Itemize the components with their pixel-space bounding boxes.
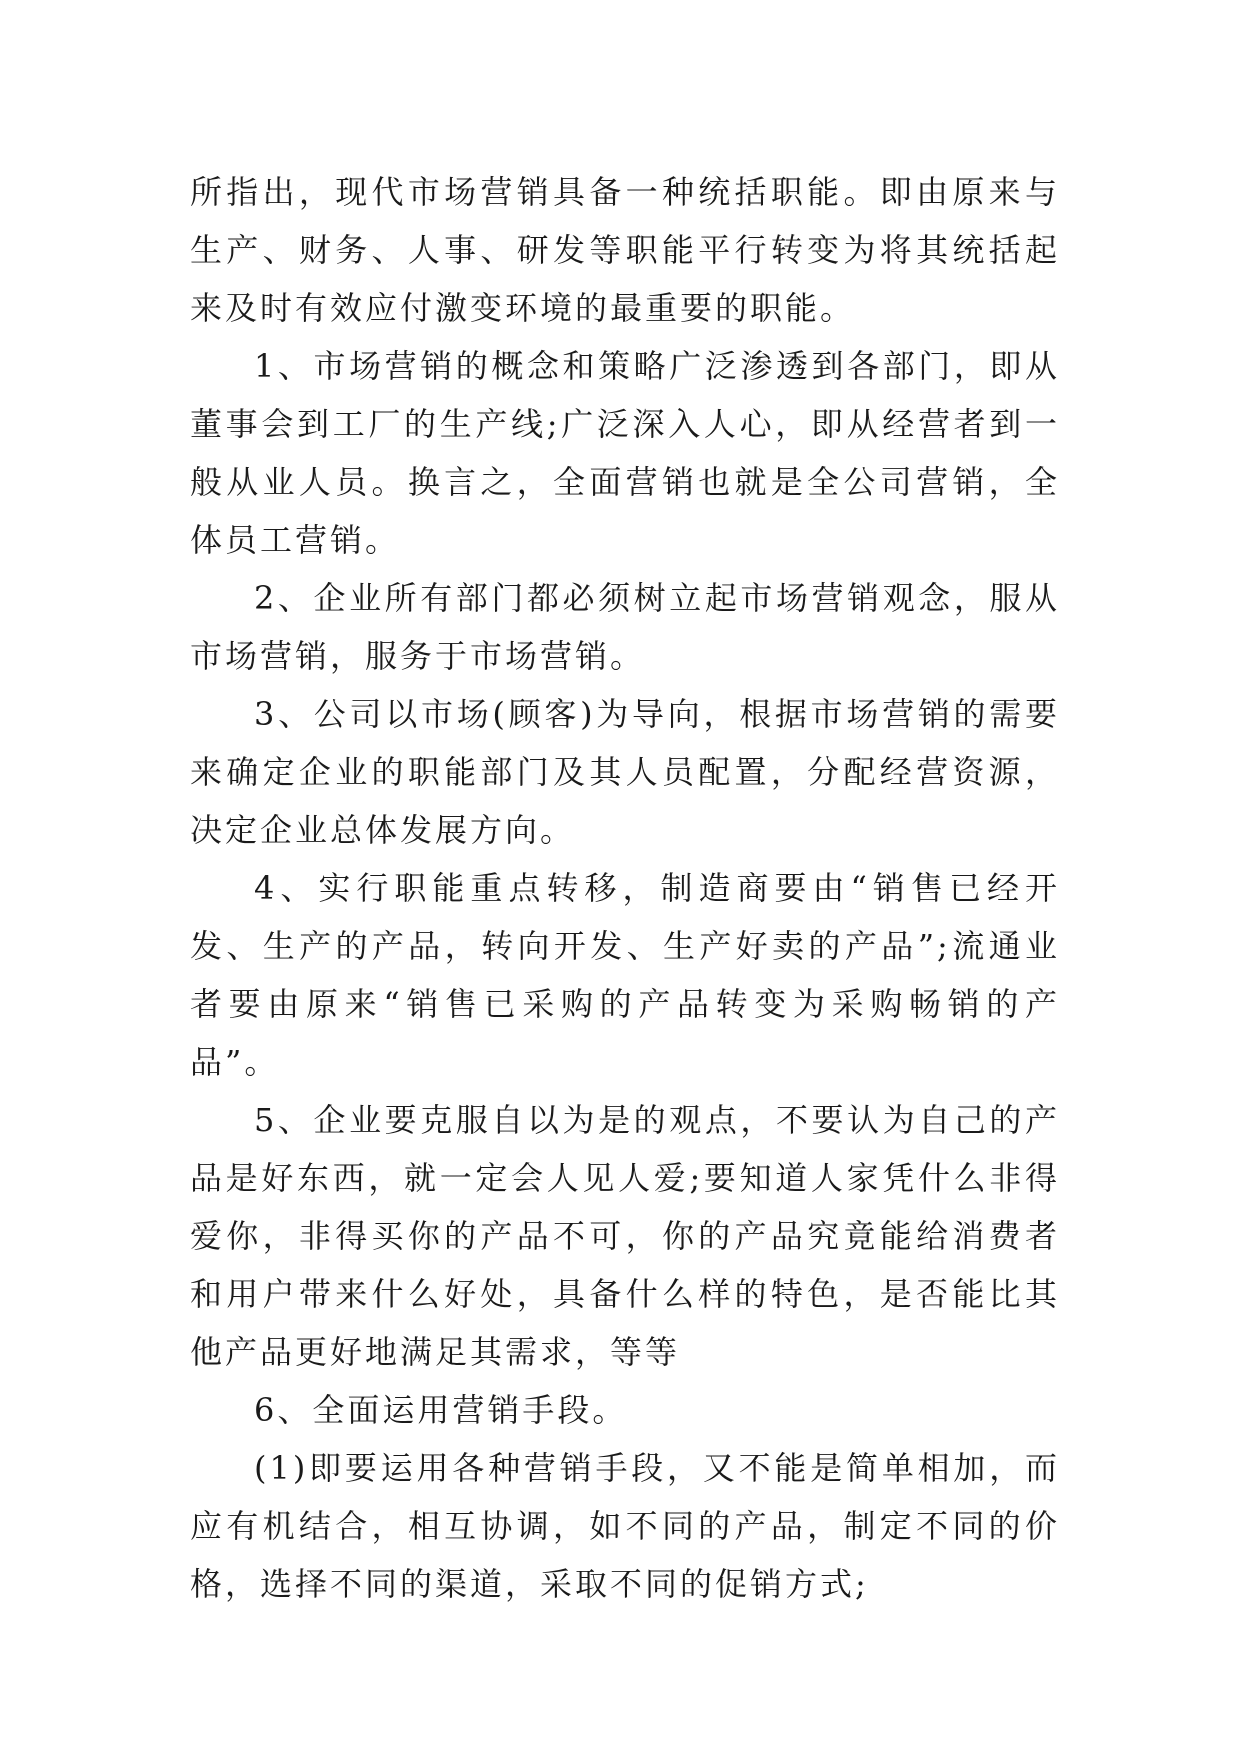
paragraph-item-3: 3、公司以市场(顾客)为导向，根据市场营销的需要来确定企业的职能部门及其人员配置，分配经营资源，决定企业总体发展方向。 <box>190 695 1060 849</box>
paragraph-item-1: 1、市场营销的概念和策略广泛渗透到各部门，即从董事会到工厂的生产线;广泛深入人心，即从经营者到一般从业人员。换言之，全面营销也就是全公司营销，全体员工营销。 <box>190 347 1060 559</box>
paragraph-intro: 所指出，现代市场营销具备一种统括职能。即由原来与生产、财务、人事、研发等职能平行转变为将其统括起来及时有效应付激变环境的最重要的职能。 <box>190 173 1060 327</box>
paragraph-item-6: 6、全面运用营销手段。 <box>254 1391 628 1429</box>
document-body <box>190 163 1060 1613</box>
paragraph-item-2: 2、企业所有部门都必须树立起市场营销观念，服从市场营销，服务于市场营销。 <box>190 579 1060 675</box>
paragraph-item-6-1: (1)即要运用各种营销手段，又不能是简单相加，而应有机结合，相互协调，如不同的产品，制定不同的价格，选择不同的渠道，采取不同的促销方式; <box>190 1449 1060 1603</box>
paragraph-item-5: 5、企业要克服自以为是的观点，不要认为自己的产品是好东西，就一定会人见人爱;要知道人家凭什么非得爱你，非得买你的产品不可，你的产品究竟能给消费者和用户带来什么好处，具备什么样的特色，是否能比其他产品更好地满足其需求，等等 <box>190 1101 1060 1371</box>
paragraph-item-4: 4、实行职能重点转移，制造商要由“销售已经开发、生产的产品，转向开发、生产好卖的产品”;流通业者要由原来“销售已采购的产品转变为采购畅销的产品”。 <box>190 869 1060 1081</box>
